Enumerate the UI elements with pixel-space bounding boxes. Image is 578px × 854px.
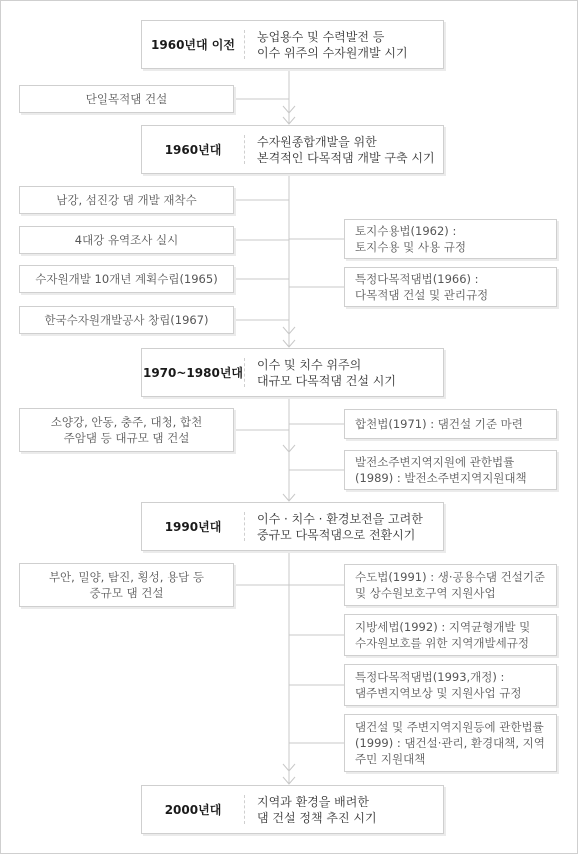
right-law-box: 댐건설 및 주변지역지원등에 관한법률 (1999) : 댐건설·관리, 환경대책, 지역 주민 지원대책 bbox=[344, 714, 557, 772]
left-event-box: 4대강 유역조사 실시 bbox=[19, 226, 234, 254]
right-law-box: 특정다목적댐법(1993,개정) : 댐주변지역보상 및 지원사업 규정 bbox=[344, 664, 557, 706]
left-event-box: 수자원개발 10개년 계획수립(1965) bbox=[19, 265, 234, 293]
era-description: 지역과 환경을 배려한 댐 건설 정책 추진 시기 bbox=[257, 794, 377, 825]
left-event-box: 소양강, 안동, 충주, 대청, 합천 주암댐 등 대규모 댐 건설 bbox=[19, 408, 234, 452]
right-law-box: 특정다목적댐법(1966) : 다목적댐 건설 및 관리규정 bbox=[344, 267, 557, 307]
era-description: 이수 · 치수 · 환경보전을 고려한 중규모 다목적댐으로 전환시기 bbox=[257, 511, 423, 542]
right-law-box: 지방세법(1992) : 지역균형개발 및 수자원보호를 위한 지역개발세규정 bbox=[344, 614, 557, 656]
era-label: 1990년대 bbox=[164, 520, 222, 534]
era-box-1960s bbox=[141, 125, 444, 174]
right-law-box: 합천법(1971) : 댐건설 기준 마련 bbox=[344, 409, 557, 439]
era-box-2000s bbox=[141, 785, 444, 834]
left-event-box: 단일목적댐 건설 bbox=[19, 85, 234, 113]
era-description: 수자원종합개발을 위한 본격적인 다목적댐 개발 구축 시기 bbox=[257, 134, 435, 165]
era-label: 1960년대 bbox=[164, 143, 222, 157]
right-law-box: 수도법(1991) : 생·공용수댐 건설기준 및 상수원보호구역 지원사업 bbox=[344, 564, 557, 606]
era-box-1990s bbox=[141, 502, 444, 551]
era-box-1970-1980s bbox=[141, 348, 444, 397]
era-label: 2000년대 bbox=[164, 803, 222, 817]
right-law-box: 토지수용법(1962) : 토지수용 및 사용 규정 bbox=[344, 219, 557, 259]
era-description: 이수 및 치수 위주의 대규모 다목적댐 건설 시기 bbox=[257, 357, 396, 388]
era-box-pre-1960 bbox=[141, 20, 444, 69]
left-event-box: 부안, 밀양, 탐진, 횡성, 용담 등 중규모 댐 건설 bbox=[19, 563, 234, 607]
right-law-box: 발전소주변지역지원에 관한법률 (1989) : 발전소주변지역지원대책 bbox=[344, 450, 557, 490]
left-event-box: 남강, 섬진강 댐 개발 재착수 bbox=[19, 186, 234, 214]
era-description: 농업용수 및 수력발전 등 이수 위주의 수자원개발 시기 bbox=[257, 29, 408, 60]
left-event-box: 한국수자원개발공사 창립(1967) bbox=[19, 306, 234, 334]
era-label: 1970~1980년대 bbox=[142, 366, 244, 380]
era-label: 1960년대 이전 bbox=[151, 38, 235, 52]
